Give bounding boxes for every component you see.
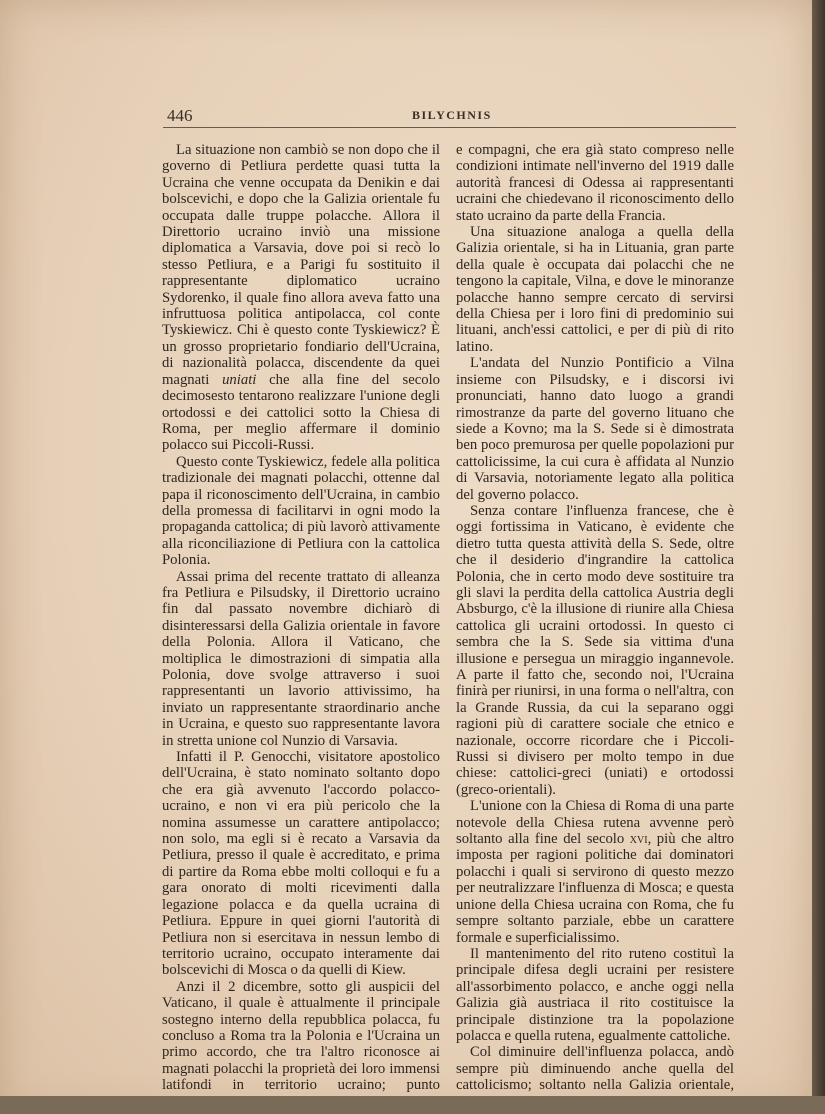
paragraph: Anzi il 2 dicembre, sotto gli auspicii del Vaticano, il quale è attualmente il principale sostegno interno della repubblica polacca, fu concluso a Roma tra la Polonia e l'Ucraina un primo accordo, che tra l'altro riconosce ai magnati polacchi la proprietà dei loro immensi latifondi in territorio ucraino; punto	[162, 978, 440, 1094]
scan-margin	[0, 1096, 825, 1114]
paragraph: Questo conte Tyskiewicz, fedele alla politica tradizionale dei magnati polacchi, ottenne dal papa il riconoscimento dell'Ucraina, in cambio della promessa di facilitarvi in ogni modo la propaganda cattolica; di più lavorò attivamente alla riconciliazione di Petliura con la cattolica Polonia.	[162, 453, 440, 569]
running-title: BILYCHNIS	[412, 108, 492, 122]
paragraph: Senza contare l'influenza francese, che è oggi fortissima in Vaticano, è evidente che dietro tutta questa attività della S. Sede, oltre che il desiderio d'ingrandire la cattolica Polonia, che in certo modo deve sostituire tra gli slavi la perdita della cattolica Austria degli Absburgo, c'è la illusione di riunire alla Chiesa cattolica gli ucraini ortodossi. In questo ci sembra che la S. Sede sia vittima d'una illusione e persegua un miraggio ingannevole. A parte il fatto che, secondo noi, l'Ucraina finirà per riunirsi, in una forma o nell'altra, con la Grande Russia, da cui la separano oggi ragioni più di carattere sociale che etnico e nazionale, occorre ricordare che i Piccoli-Russi si divisero per molto tempo in due chiese: cattolici-greci (uniati) e ortodossi (greco-orientali).	[456, 502, 734, 798]
paragraph: Il mantenimento del rito ruteno costituì la principale difesa degli ucraini per resistere all'assorbimento polacco, e anche oggi nella Galizia già austriaca il rito costituisce la principale distinzione tra la popolazione polacca e quella rutena, egualmente cattoliche.	[456, 945, 734, 1044]
book-edge	[812, 0, 825, 1114]
paragraph: La situazione non cambiò se non dopo che il governo di Petliura perdette quasi tutta la Ucraina che venne occupata da Denikin e dai bolscevichi, e dopo che la Galizia orientale fu occupata dalle truppe polacche. Allora il Direttorio ucraino inviò una missione diplomatica a Varsavia, dove poi si recò lo stesso Petliura, e a Parigi fu sostituito il rappresentante diplomatico ucraino Sydorenko, il quale fino allora aveva fatto una infruttuosa politica antipolacca, col conte Tyskiewicz. Chi è questo conte Tyskiewicz? È un grosso proprietario fondiario dell'Ucraina, di nazionalità polacca, discendente da quei magnati uniati che alla fine del secolo decimosesto tentarono realizzare l'unione degli ortodossi e dei cattolici sotto la Chiesa di Roma, per meglio affermare il dominio polacco sui Piccoli-Russi.	[162, 142, 441, 454]
page-number: 446	[167, 106, 193, 125]
paragraph: Assai prima del recente trattato di alleanza fra Petliura e Pilsudsky, il Direttorio ucraino fin dal passato novembre dichiarò di disinteressarsi della Galizia orientale in favore della Polonia. Allora il Vaticano, che moltiplica le dimostrazioni di simpatia alla Polonia, dove svolge attraverso i suoi rappresentanti un lavorio attivissimo, ha inviato un rappresentante straordinario anche in Ucraina, e questo suo rappresentante lavora in stretta unione col Nunzio di Varsavia.	[162, 568, 440, 749]
left-column	[162, 142, 440, 1110]
paragraph: L'unione con la Chiesa di Roma di una parte notevole della Chiesa rutena avvenne però soltanto alla fine del secolo xvi, più che altro imposta per ragioni politiche dai dominatori polacchi i quali si servirono di questo mezzo per neutralizzare l'influenza di Mosca; e questa unione della Chiesa ucraina con Roma, che fu sempre soltanto parziale, ebbe un carattere formale e superficialissimo.	[456, 798, 734, 946]
header-rule	[163, 127, 736, 128]
paragraph: Una situazione analoga a quella della Galizia orientale, si ha in Lituania, gran parte della quale è occupata dai polacchi che ne tengono la capitale, Vilna, e dove le minoranze polacche hanno sempre cercato di servirsi della Chiesa per i loro fini di predominio sui lituani, anch'essi cattolici, e per di più di rito latino.	[456, 224, 734, 355]
paragraph: e compagni, che era già stato compreso nelle condizioni intimate nell'inverno del 1919 dalle autorità francesi di Odessa ai rappresentanti ucraini che chiedevano il riconoscimento dello stato ucraino da parte della Francia.	[456, 142, 734, 224]
paragraph: Col diminuire dell'influenza polacca, andò sempre più diminuendo anche quella del cattolicismo; soltanto nella Galizia orientale,	[456, 1044, 734, 1094]
paragraph: Infatti il P. Genocchi, visitatore apostolico dell'Ucraina, è stato nominato soltanto dopo che era già avvenuto l'accordo polacco-ucraino, e non vi era più pericolo che la nomina assumesse un carattere antipolacco; non solo, ma egli si è recato a Varsavia da Petliura, presso il quale è accreditato, e prima di partire da Roma ebbe molti colloqui e fu a gara onorato di molti ricevimenti dalla legazione polacca e da quella ucraina di Petliura. Eppure in quei giorni l'autorità di Petliura non si esercitava in nessun lembo di territorio ucraino, occupato interamente dai bolscevichi di Mosca o da quelli di Kiew.	[162, 749, 440, 979]
right-column	[456, 142, 734, 1110]
paragraph: L'andata del Nunzio Pontificio a Vilna insieme con Pilsudsky, e i discorsi ivi pronunciati, hanno dato luogo a grandi rimostranze da parte del governo lituano che siede a Kovno; ma la S. Sede si è dimostrata ben poco premurosa per quelle popolazioni pur cattolicissime, la cui cura è affidata al Nunzio di Varsavia, notoriamente legato alla politica del governo polacco.	[456, 355, 734, 503]
page-header	[167, 106, 735, 126]
